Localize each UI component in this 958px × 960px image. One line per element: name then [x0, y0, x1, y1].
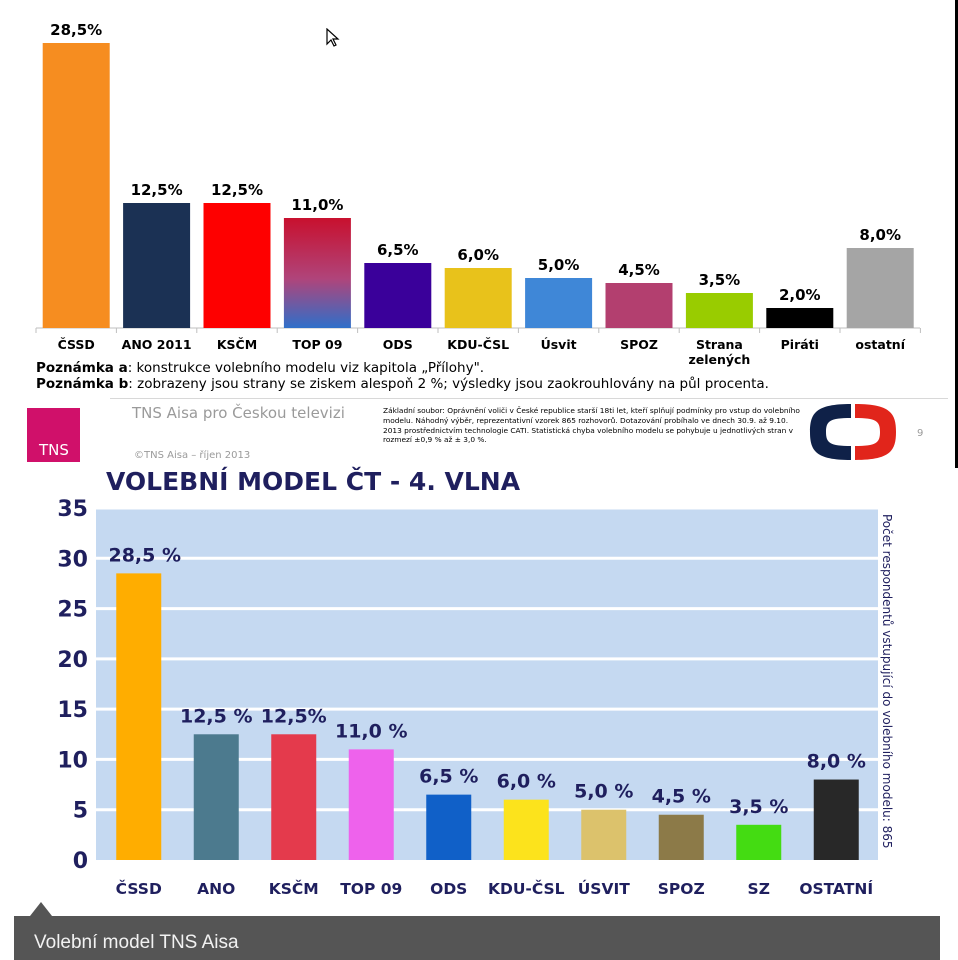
x-tick-label: ODS: [430, 880, 468, 898]
bar: [766, 308, 833, 328]
footer-basis-text: Základní soubor: Oprávnění voliči v České republice starší 18ti let, kteří splňují podmínky pro vstup do volebního modelu. Náhodný výběr, reprezentativní vzorek 865 rozhovorů. Dotazování probíhalo ve dnech 30.9. až 9.10. 2013 prostřednictvím technologie CATI. Statistická chyba volebního modelu se pohybuje u jednotlivých stran v rozmezí ±0,9 % až ± 3,0 %.: [383, 406, 800, 445]
x-tick-label: KDU-ČSL: [487, 880, 565, 898]
data-label: 12,5 %: [179, 705, 253, 728]
tick-label: ostatní: [855, 337, 906, 352]
y-tick-label: 30: [57, 547, 88, 573]
y-tick-label: 35: [57, 497, 88, 522]
bar: [686, 293, 753, 328]
note-b: Poznámka b: zobrazeny jsou strany se ziskem alespoň 2 %; výsledky jsou zaokrouhlovány na půl procenta.: [36, 376, 769, 392]
mouse-cursor-icon: [326, 28, 340, 48]
data-label: 6,5 %: [419, 765, 479, 788]
x-tick-label: ÚSVIT: [577, 880, 630, 898]
y-tick-label: 0: [72, 849, 88, 874]
data-label: 28,5 %: [108, 544, 182, 567]
tick-label: KDU-ČSL: [447, 337, 510, 352]
data-label: 28,5%: [50, 21, 103, 39]
tick-label: TOP 09: [292, 337, 343, 352]
data-label: 6,5%: [376, 241, 419, 259]
x-tick-label: KSČM: [268, 880, 319, 898]
y-tick-label: 10: [57, 748, 88, 774]
data-label: 6,0%: [457, 246, 500, 264]
bar: [814, 780, 859, 860]
note-a: Poznámka a: konstrukce volebního modelu viz kapitola „Přílohy".: [36, 360, 485, 376]
bar: [426, 795, 471, 860]
footer-title: TNS Aisa pro Českou televizi: [132, 404, 345, 422]
bar: [736, 825, 781, 860]
tick-label: Úsvit: [540, 337, 577, 352]
data-label: 11,0 %: [334, 720, 408, 743]
tick-label: KSČM: [216, 337, 258, 352]
chart-bottom: [0, 464, 958, 904]
bar: [525, 278, 592, 328]
bar: [847, 248, 914, 328]
chart-top: [0, 0, 958, 400]
bar: [43, 43, 110, 328]
data-label: 5,0%: [537, 256, 580, 274]
y-tick-label: 5: [72, 798, 88, 824]
x-tick-label: SZ: [747, 880, 770, 898]
tick-label: Piráti: [780, 337, 819, 352]
x-tick-label: OSTATNÍ: [799, 880, 874, 898]
footer-divider: [110, 398, 948, 399]
x-tick-label: SPOZ: [657, 880, 705, 898]
x-tick-label: TOP 09: [340, 880, 403, 898]
data-label: 12,5%: [210, 181, 264, 199]
caption-bar: [14, 916, 940, 960]
bar: [271, 734, 316, 860]
bar: [284, 218, 351, 328]
bar: [606, 283, 673, 328]
bar: [445, 268, 512, 328]
bar: [659, 815, 704, 860]
ct-logo: [808, 401, 898, 463]
bar: [349, 749, 394, 860]
data-label: 3,5%: [698, 271, 741, 289]
data-label: 3,5 %: [729, 795, 789, 818]
data-label: 11,0%: [291, 196, 344, 214]
x-tick-label: ČSSD: [115, 880, 162, 898]
caption-pointer: [30, 902, 52, 916]
data-label: 12,5%: [130, 181, 183, 199]
data-label: 8,0 %: [806, 750, 866, 773]
bar: [123, 203, 190, 328]
y-tick-label: 15: [57, 698, 88, 724]
data-label: 5,0 %: [574, 780, 634, 803]
tick-label: ANO 2011: [121, 337, 192, 352]
caption-text: Volební model TNS Aisa: [34, 932, 239, 953]
page-number: 9: [917, 428, 924, 439]
bar: [364, 263, 431, 328]
tick-label: SPOZ: [620, 337, 658, 352]
data-label: 8,0%: [859, 226, 902, 244]
bar: [194, 734, 239, 860]
tick-label: ČSSD: [57, 337, 95, 352]
data-label: 12,5%: [260, 705, 327, 728]
bar: [116, 573, 161, 860]
tns-logo: TNS: [27, 408, 80, 462]
data-label: 2,0%: [778, 286, 821, 304]
footer-copyright: ©TNS Aisa – říjen 2013: [134, 450, 251, 461]
data-label: 4,5%: [618, 261, 660, 279]
y-tick-label: 25: [57, 597, 88, 623]
tick-label: ODS: [382, 337, 413, 352]
bar: [504, 800, 549, 860]
tick-label: zelených: [688, 352, 751, 367]
y-tick-label: 20: [57, 647, 88, 673]
bar: [204, 203, 271, 328]
data-label: 6,0 %: [496, 770, 556, 793]
tick-label: Strana: [695, 337, 743, 352]
chart-title: VOLEBNÍ MODEL ČT - 4. VLNA: [106, 467, 521, 496]
bar: [581, 810, 626, 860]
data-label: 4,5 %: [651, 785, 711, 808]
x-tick-label: ANO: [197, 880, 236, 898]
side-label: Počet respondentů vstupující do volebního modelu: 865: [880, 514, 894, 849]
